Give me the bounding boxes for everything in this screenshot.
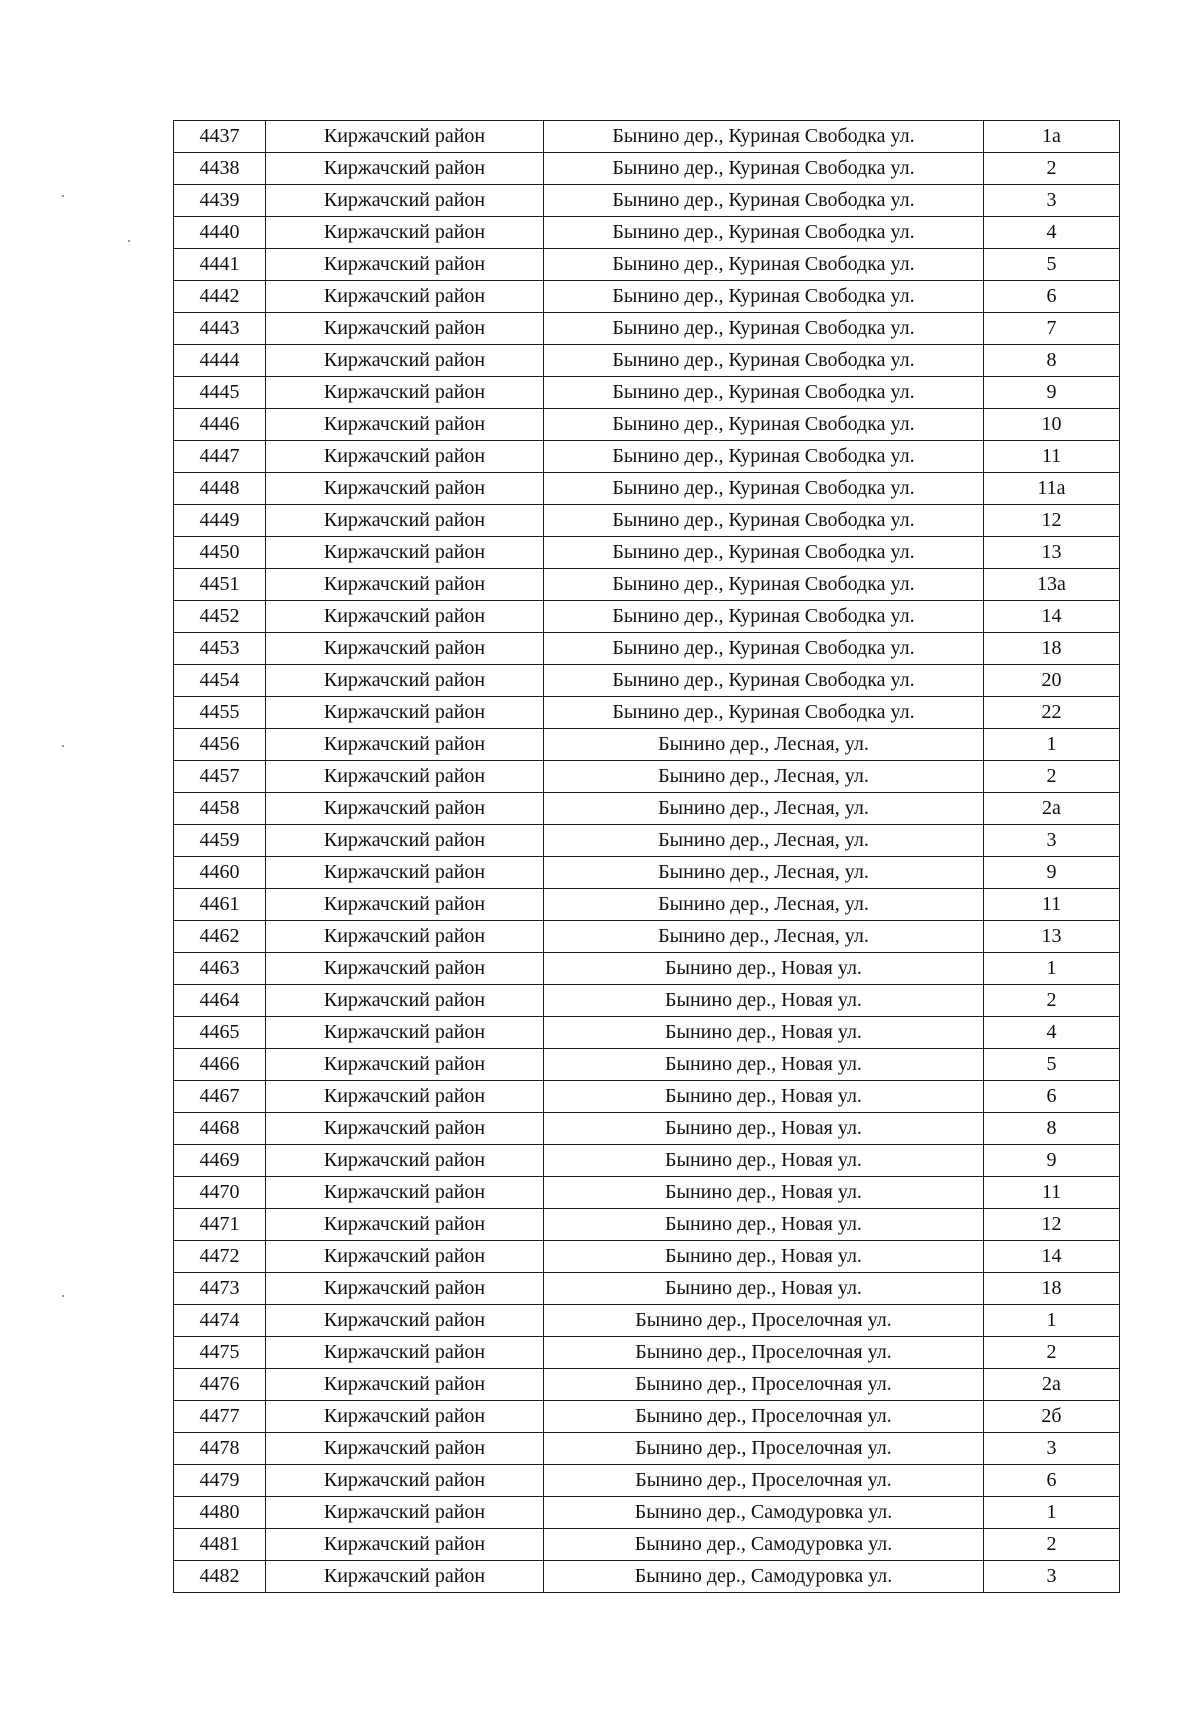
address-cell: Бынино дер., Куриная Свободка ул. bbox=[544, 345, 984, 377]
table-row bbox=[174, 985, 1120, 1017]
row-number-cell: 4477 bbox=[174, 1401, 266, 1433]
table-row bbox=[174, 249, 1120, 281]
table-row bbox=[174, 665, 1120, 697]
row-number-cell: 4458 bbox=[174, 793, 266, 825]
house-number-cell: 2 bbox=[984, 985, 1120, 1017]
house-number-cell: 9 bbox=[984, 857, 1120, 889]
table-row bbox=[174, 889, 1120, 921]
district-cell: Киржачский район bbox=[266, 185, 544, 217]
house-number-cell: 5 bbox=[984, 249, 1120, 281]
house-number-cell: 2а bbox=[984, 1369, 1120, 1401]
table-row bbox=[174, 505, 1120, 537]
table-row bbox=[174, 1049, 1120, 1081]
table-row bbox=[174, 1081, 1120, 1113]
district-cell: Киржачский район bbox=[266, 1177, 544, 1209]
row-number-cell: 4478 bbox=[174, 1433, 266, 1465]
table-row bbox=[174, 409, 1120, 441]
row-number-cell: 4466 bbox=[174, 1049, 266, 1081]
row-number-cell: 4461 bbox=[174, 889, 266, 921]
table-row bbox=[174, 1401, 1120, 1433]
row-number-cell: 4479 bbox=[174, 1465, 266, 1497]
address-cell: Бынино дер., Куриная Свободка ул. bbox=[544, 121, 984, 153]
row-number-cell: 4451 bbox=[174, 569, 266, 601]
address-cell: Бынино дер., Самодуровка ул. bbox=[544, 1497, 984, 1529]
district-cell: Киржачский район bbox=[266, 825, 544, 857]
row-number-cell: 4440 bbox=[174, 217, 266, 249]
address-registry-table bbox=[173, 120, 1120, 1593]
house-number-cell: 3 bbox=[984, 1433, 1120, 1465]
house-number-cell: 8 bbox=[984, 1113, 1120, 1145]
district-cell: Киржачский район bbox=[266, 793, 544, 825]
address-cell: Бынино дер., Куриная Свободка ул. bbox=[544, 249, 984, 281]
table-row bbox=[174, 793, 1120, 825]
address-cell: Бынино дер., Новая ул. bbox=[544, 1145, 984, 1177]
address-cell: Бынино дер., Лесная, ул. bbox=[544, 921, 984, 953]
address-cell: Бынино дер., Проселочная ул. bbox=[544, 1433, 984, 1465]
district-cell: Киржачский район bbox=[266, 345, 544, 377]
table-row bbox=[174, 1465, 1120, 1497]
house-number-cell: 5 bbox=[984, 1049, 1120, 1081]
address-cell: Бынино дер., Лесная, ул. bbox=[544, 729, 984, 761]
address-cell: Бынино дер., Новая ул. bbox=[544, 1241, 984, 1273]
table-row bbox=[174, 825, 1120, 857]
row-number-cell: 4469 bbox=[174, 1145, 266, 1177]
house-number-cell: 1 bbox=[984, 1497, 1120, 1529]
row-number-cell: 4456 bbox=[174, 729, 266, 761]
table-row bbox=[174, 1113, 1120, 1145]
scan-speck bbox=[62, 745, 64, 747]
district-cell: Киржачский район bbox=[266, 217, 544, 249]
house-number-cell: 6 bbox=[984, 1081, 1120, 1113]
table-row bbox=[174, 697, 1120, 729]
table-row bbox=[174, 1017, 1120, 1049]
row-number-cell: 4446 bbox=[174, 409, 266, 441]
house-number-cell: 4 bbox=[984, 1017, 1120, 1049]
district-cell: Киржачский район bbox=[266, 601, 544, 633]
table-row bbox=[174, 1433, 1120, 1465]
row-number-cell: 4437 bbox=[174, 121, 266, 153]
table-row bbox=[174, 601, 1120, 633]
district-cell: Киржачский район bbox=[266, 729, 544, 761]
table-row bbox=[174, 153, 1120, 185]
row-number-cell: 4465 bbox=[174, 1017, 266, 1049]
table-row bbox=[174, 185, 1120, 217]
table-row bbox=[174, 217, 1120, 249]
row-number-cell: 4445 bbox=[174, 377, 266, 409]
table-row bbox=[174, 1529, 1120, 1561]
table-row bbox=[174, 313, 1120, 345]
table-row bbox=[174, 473, 1120, 505]
row-number-cell: 4467 bbox=[174, 1081, 266, 1113]
table-row bbox=[174, 1497, 1120, 1529]
district-cell: Киржачский район bbox=[266, 1497, 544, 1529]
district-cell: Киржачский район bbox=[266, 1465, 544, 1497]
district-cell: Киржачский район bbox=[266, 1017, 544, 1049]
district-cell: Киржачский район bbox=[266, 505, 544, 537]
house-number-cell: 3 bbox=[984, 1561, 1120, 1593]
table-row bbox=[174, 857, 1120, 889]
district-cell: Киржачский район bbox=[266, 1145, 544, 1177]
table-row bbox=[174, 537, 1120, 569]
row-number-cell: 4463 bbox=[174, 953, 266, 985]
row-number-cell: 4476 bbox=[174, 1369, 266, 1401]
house-number-cell: 11 bbox=[984, 889, 1120, 921]
row-number-cell: 4474 bbox=[174, 1305, 266, 1337]
row-number-cell: 4447 bbox=[174, 441, 266, 473]
house-number-cell: 14 bbox=[984, 1241, 1120, 1273]
address-cell: Бынино дер., Новая ул. bbox=[544, 1081, 984, 1113]
address-cell: Бынино дер., Проселочная ул. bbox=[544, 1369, 984, 1401]
row-number-cell: 4470 bbox=[174, 1177, 266, 1209]
table-row bbox=[174, 729, 1120, 761]
district-cell: Киржачский район bbox=[266, 1305, 544, 1337]
table-row bbox=[174, 345, 1120, 377]
address-cell: Бынино дер., Куриная Свободка ул. bbox=[544, 409, 984, 441]
district-cell: Киржачский район bbox=[266, 1273, 544, 1305]
district-cell: Киржачский район bbox=[266, 281, 544, 313]
district-cell: Киржачский район bbox=[266, 1241, 544, 1273]
district-cell: Киржачский район bbox=[266, 953, 544, 985]
house-number-cell: 13 bbox=[984, 921, 1120, 953]
address-cell: Бынино дер., Проселочная ул. bbox=[544, 1465, 984, 1497]
table-row bbox=[174, 921, 1120, 953]
house-number-cell: 2 bbox=[984, 153, 1120, 185]
address-cell: Бынино дер., Куриная Свободка ул. bbox=[544, 601, 984, 633]
district-cell: Киржачский район bbox=[266, 1369, 544, 1401]
address-cell: Бынино дер., Проселочная ул. bbox=[544, 1305, 984, 1337]
address-cell: Бынино дер., Куриная Свободка ул. bbox=[544, 697, 984, 729]
district-cell: Киржачский район bbox=[266, 889, 544, 921]
row-number-cell: 4454 bbox=[174, 665, 266, 697]
district-cell: Киржачский район bbox=[266, 665, 544, 697]
row-number-cell: 4443 bbox=[174, 313, 266, 345]
row-number-cell: 4450 bbox=[174, 537, 266, 569]
house-number-cell: 22 bbox=[984, 697, 1120, 729]
address-cell: Бынино дер., Куриная Свободка ул. bbox=[544, 185, 984, 217]
district-cell: Киржачский район bbox=[266, 921, 544, 953]
district-cell: Киржачский район bbox=[266, 1209, 544, 1241]
address-cell: Бынино дер., Куриная Свободка ул. bbox=[544, 153, 984, 185]
house-number-cell: 18 bbox=[984, 1273, 1120, 1305]
house-number-cell: 18 bbox=[984, 633, 1120, 665]
row-number-cell: 4438 bbox=[174, 153, 266, 185]
address-cell: Бынино дер., Лесная, ул. bbox=[544, 761, 984, 793]
address-cell: Бынино дер., Куриная Свободка ул. bbox=[544, 313, 984, 345]
row-number-cell: 4464 bbox=[174, 985, 266, 1017]
district-cell: Киржачский район bbox=[266, 1081, 544, 1113]
table-row bbox=[174, 1369, 1120, 1401]
row-number-cell: 4475 bbox=[174, 1337, 266, 1369]
district-cell: Киржачский район bbox=[266, 857, 544, 889]
address-cell: Бынино дер., Самодуровка ул. bbox=[544, 1529, 984, 1561]
district-cell: Киржачский район bbox=[266, 569, 544, 601]
house-number-cell: 9 bbox=[984, 1145, 1120, 1177]
house-number-cell: 2 bbox=[984, 1337, 1120, 1369]
table-row bbox=[174, 1241, 1120, 1273]
table-row bbox=[174, 569, 1120, 601]
house-number-cell: 8 bbox=[984, 345, 1120, 377]
row-number-cell: 4448 bbox=[174, 473, 266, 505]
row-number-cell: 4468 bbox=[174, 1113, 266, 1145]
house-number-cell: 3 bbox=[984, 185, 1120, 217]
address-cell: Бынино дер., Новая ул. bbox=[544, 1113, 984, 1145]
scan-speck bbox=[62, 1295, 64, 1297]
row-number-cell: 4442 bbox=[174, 281, 266, 313]
table-row bbox=[174, 1337, 1120, 1369]
district-cell: Киржачский район bbox=[266, 473, 544, 505]
address-cell: Бынино дер., Новая ул. bbox=[544, 1273, 984, 1305]
house-number-cell: 2а bbox=[984, 793, 1120, 825]
house-number-cell: 1 bbox=[984, 1305, 1120, 1337]
house-number-cell: 1а bbox=[984, 121, 1120, 153]
address-cell: Бынино дер., Лесная, ул. bbox=[544, 825, 984, 857]
district-cell: Киржачский район bbox=[266, 1113, 544, 1145]
row-number-cell: 4453 bbox=[174, 633, 266, 665]
district-cell: Киржачский район bbox=[266, 537, 544, 569]
address-cell: Бынино дер., Куриная Свободка ул. bbox=[544, 377, 984, 409]
district-cell: Киржачский район bbox=[266, 985, 544, 1017]
address-cell: Бынино дер., Проселочная ул. bbox=[544, 1337, 984, 1369]
table-row bbox=[174, 761, 1120, 793]
house-number-cell: 6 bbox=[984, 281, 1120, 313]
row-number-cell: 4449 bbox=[174, 505, 266, 537]
house-number-cell: 11 bbox=[984, 1177, 1120, 1209]
table-row bbox=[174, 953, 1120, 985]
district-cell: Киржачский район bbox=[266, 1561, 544, 1593]
house-number-cell: 2б bbox=[984, 1401, 1120, 1433]
address-cell: Бынино дер., Куриная Свободка ул. bbox=[544, 505, 984, 537]
table-row bbox=[174, 1561, 1120, 1593]
district-cell: Киржачский район bbox=[266, 633, 544, 665]
address-cell: Бынино дер., Куриная Свободка ул. bbox=[544, 473, 984, 505]
house-number-cell: 13 bbox=[984, 537, 1120, 569]
row-number-cell: 4481 bbox=[174, 1529, 266, 1561]
table-row bbox=[174, 441, 1120, 473]
scan-speck bbox=[62, 195, 64, 197]
address-cell: Бынино дер., Новая ул. bbox=[544, 985, 984, 1017]
table-row bbox=[174, 377, 1120, 409]
house-number-cell: 4 bbox=[984, 217, 1120, 249]
district-cell: Киржачский район bbox=[266, 1433, 544, 1465]
table-row bbox=[174, 281, 1120, 313]
district-cell: Киржачский район bbox=[266, 377, 544, 409]
house-number-cell: 20 bbox=[984, 665, 1120, 697]
house-number-cell: 14 bbox=[984, 601, 1120, 633]
address-cell: Бынино дер., Проселочная ул. bbox=[544, 1401, 984, 1433]
house-number-cell: 3 bbox=[984, 825, 1120, 857]
district-cell: Киржачский район bbox=[266, 441, 544, 473]
district-cell: Киржачский район bbox=[266, 1049, 544, 1081]
row-number-cell: 4473 bbox=[174, 1273, 266, 1305]
row-number-cell: 4455 bbox=[174, 697, 266, 729]
district-cell: Киржачский район bbox=[266, 1337, 544, 1369]
address-cell: Бынино дер., Новая ул. bbox=[544, 1017, 984, 1049]
address-cell: Бынино дер., Самодуровка ул. bbox=[544, 1561, 984, 1593]
row-number-cell: 4457 bbox=[174, 761, 266, 793]
address-cell: Бынино дер., Лесная, ул. bbox=[544, 857, 984, 889]
address-cell: Бынино дер., Куриная Свободка ул. bbox=[544, 665, 984, 697]
address-cell: Бынино дер., Новая ул. bbox=[544, 1049, 984, 1081]
district-cell: Киржачский район bbox=[266, 697, 544, 729]
row-number-cell: 4472 bbox=[174, 1241, 266, 1273]
address-cell: Бынино дер., Куриная Свободка ул. bbox=[544, 217, 984, 249]
house-number-cell: 13а bbox=[984, 569, 1120, 601]
table-row bbox=[174, 633, 1120, 665]
row-number-cell: 4444 bbox=[174, 345, 266, 377]
address-cell: Бынино дер., Куриная Свободка ул. bbox=[544, 537, 984, 569]
row-number-cell: 4452 bbox=[174, 601, 266, 633]
address-cell: Бынино дер., Лесная, ул. bbox=[544, 793, 984, 825]
house-number-cell: 2 bbox=[984, 761, 1120, 793]
address-cell: Бынино дер., Куриная Свободка ул. bbox=[544, 441, 984, 473]
house-number-cell: 11 bbox=[984, 441, 1120, 473]
house-number-cell: 12 bbox=[984, 1209, 1120, 1241]
address-cell: Бынино дер., Новая ул. bbox=[544, 1209, 984, 1241]
table-row bbox=[174, 1273, 1120, 1305]
registry-table-body bbox=[174, 121, 1120, 1593]
district-cell: Киржачский район bbox=[266, 761, 544, 793]
row-number-cell: 4471 bbox=[174, 1209, 266, 1241]
row-number-cell: 4460 bbox=[174, 857, 266, 889]
district-cell: Киржачский район bbox=[266, 153, 544, 185]
house-number-cell: 11а bbox=[984, 473, 1120, 505]
district-cell: Киржачский район bbox=[266, 1529, 544, 1561]
house-number-cell: 1 bbox=[984, 729, 1120, 761]
table-row bbox=[174, 121, 1120, 153]
row-number-cell: 4480 bbox=[174, 1497, 266, 1529]
address-cell: Бынино дер., Новая ул. bbox=[544, 953, 984, 985]
house-number-cell: 1 bbox=[984, 953, 1120, 985]
table-row bbox=[174, 1177, 1120, 1209]
row-number-cell: 4462 bbox=[174, 921, 266, 953]
district-cell: Киржачский район bbox=[266, 249, 544, 281]
house-number-cell: 2 bbox=[984, 1529, 1120, 1561]
district-cell: Киржачский район bbox=[266, 313, 544, 345]
address-cell: Бынино дер., Куриная Свободка ул. bbox=[544, 281, 984, 313]
house-number-cell: 6 bbox=[984, 1465, 1120, 1497]
district-cell: Киржачский район bbox=[266, 121, 544, 153]
table-row bbox=[174, 1305, 1120, 1337]
table-row bbox=[174, 1209, 1120, 1241]
house-number-cell: 10 bbox=[984, 409, 1120, 441]
table-row bbox=[174, 1145, 1120, 1177]
district-cell: Киржачский район bbox=[266, 1401, 544, 1433]
house-number-cell: 12 bbox=[984, 505, 1120, 537]
address-cell: Бынино дер., Новая ул. bbox=[544, 1177, 984, 1209]
address-cell: Бынино дер., Лесная, ул. bbox=[544, 889, 984, 921]
row-number-cell: 4439 bbox=[174, 185, 266, 217]
house-number-cell: 7 bbox=[984, 313, 1120, 345]
address-cell: Бынино дер., Куриная Свободка ул. bbox=[544, 569, 984, 601]
district-cell: Киржачский район bbox=[266, 409, 544, 441]
scan-speck bbox=[128, 240, 130, 242]
house-number-cell: 9 bbox=[984, 377, 1120, 409]
row-number-cell: 4441 bbox=[174, 249, 266, 281]
row-number-cell: 4482 bbox=[174, 1561, 266, 1593]
row-number-cell: 4459 bbox=[174, 825, 266, 857]
address-cell: Бынино дер., Куриная Свободка ул. bbox=[544, 633, 984, 665]
